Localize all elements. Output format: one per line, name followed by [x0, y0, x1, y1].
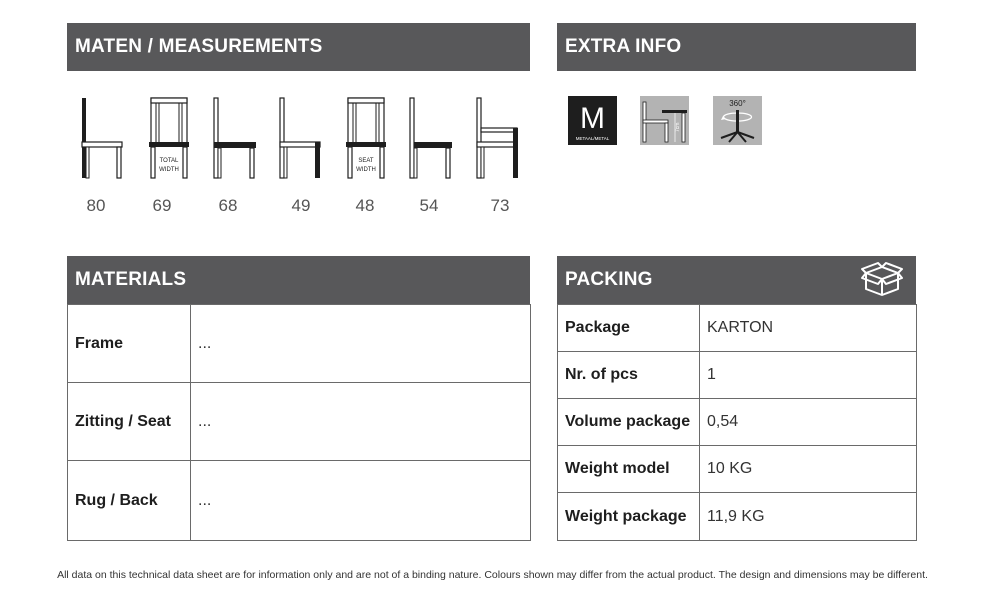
chair-seat-width-icon — [344, 96, 388, 180]
measurements-title: MATEN / MEASUREMENTS — [75, 36, 323, 57]
table-row — [68, 305, 531, 383]
materials-title: MATERIALS — [75, 269, 187, 290]
materials-label: Frame — [68, 305, 191, 383]
table-row — [558, 305, 917, 352]
packing-value: 1 — [700, 352, 917, 399]
table-row — [558, 446, 917, 493]
packing-title: PACKING — [565, 269, 653, 290]
table-row — [558, 399, 917, 446]
packing-table — [557, 304, 917, 541]
metal-icon — [568, 96, 617, 145]
chair-armrest-height-icon — [475, 96, 521, 180]
chair-height-icon — [80, 96, 126, 180]
chair-seat-depth-icon — [408, 96, 454, 180]
metal-icon-letter: M — [580, 102, 605, 135]
swivel-360-icon — [713, 96, 762, 145]
table-row — [558, 352, 917, 399]
total-width-label-line2: WIDTH — [159, 167, 179, 173]
measurements-header — [67, 23, 530, 71]
extra-info-title: EXTRA INFO — [565, 36, 682, 57]
materials-label: Rug / Back — [68, 461, 191, 541]
table-row — [68, 383, 531, 461]
packing-value: 0,54 — [700, 399, 917, 446]
packing-value: 10 KG — [700, 446, 917, 493]
packing-label: Volume package — [558, 399, 700, 446]
packing-label: Package — [558, 305, 700, 352]
materials-label: Zitting / Seat — [68, 383, 191, 461]
measurement-value-armrest-height: 73 — [490, 196, 510, 215]
packing-label: Nr. of pcs — [558, 352, 700, 399]
chair-total-width-icon — [147, 96, 191, 180]
seat-width-label-line2: WIDTH — [356, 167, 376, 173]
chair-seat-height-icon — [278, 96, 324, 180]
measurement-value-total-width: 69 — [152, 196, 172, 215]
total-width-label-line1: TOTAL — [159, 158, 179, 164]
box-icon — [860, 261, 904, 299]
extra-info-header — [557, 23, 916, 71]
materials-header — [67, 256, 530, 304]
measurement-value-seat-depth: 54 — [419, 196, 439, 215]
packing-value: KARTON — [700, 305, 917, 352]
materials-table — [67, 304, 531, 541]
table-row — [68, 461, 531, 541]
materials-value: ... — [191, 383, 531, 461]
metal-icon-caption: METAAL/METAL — [575, 136, 610, 141]
measurement-value-seat-width: 48 — [355, 196, 375, 215]
materials-value: ... — [191, 305, 531, 383]
disclaimer-text: All data on this technical data sheet are for information only and are not of a binding nature. Colours shown may differ from the actual product. The design and dimensions may be different. — [57, 569, 928, 581]
packing-label: Weight package — [558, 493, 700, 541]
packing-value: 11,9 KG — [700, 493, 917, 541]
measurement-value-seat-height: 49 — [291, 196, 311, 215]
seat-width-label-line1: SEAT — [358, 158, 374, 164]
packing-header — [557, 256, 916, 304]
swivel-label: 360° — [729, 99, 746, 108]
table-height-label: 7cm — [675, 122, 681, 132]
table-row — [558, 493, 917, 541]
measurement-value-height: 80 — [86, 196, 106, 215]
packing-label: Weight model — [558, 446, 700, 493]
materials-value: ... — [191, 461, 531, 541]
measurement-value-depth: 68 — [218, 196, 238, 215]
chair-depth-icon — [212, 96, 258, 180]
table-height-icon — [640, 96, 689, 145]
